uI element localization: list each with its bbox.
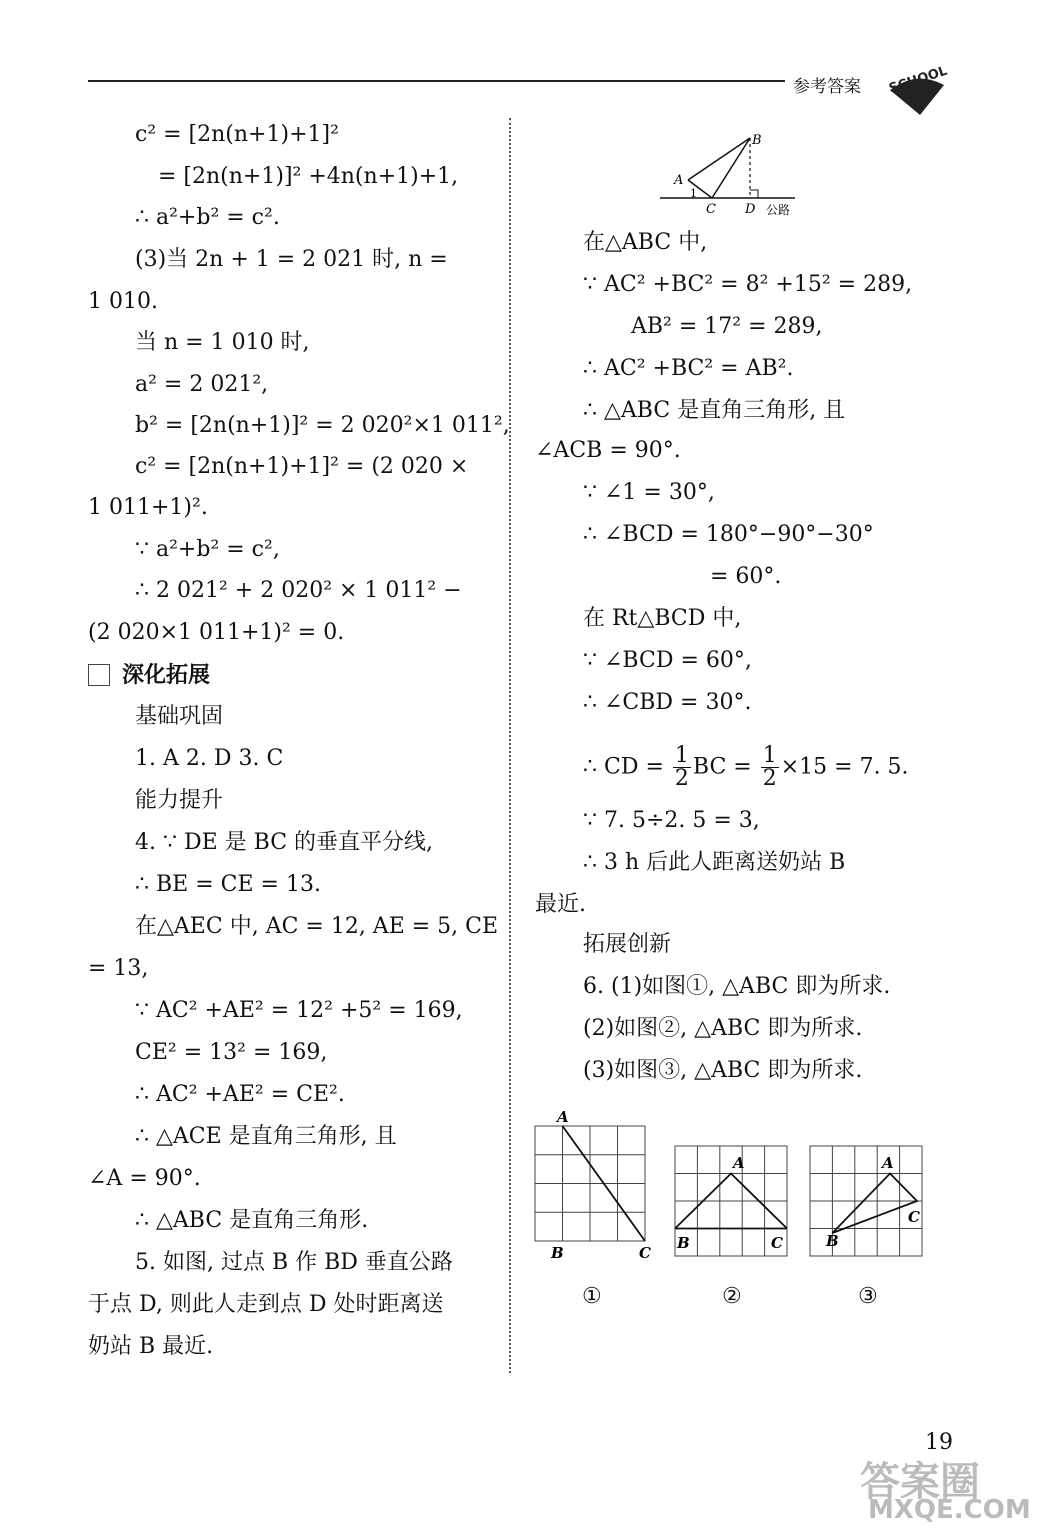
left2-line-6: 在△AEC 中, AC = 12, AE = 5, CE <box>135 914 499 939</box>
left2-line-8: ∵ AC² +AE² = 12² +5² = 169, <box>135 998 463 1023</box>
left2-line-9: CE² = 13² = 169, <box>135 1040 328 1065</box>
section-marker-icon <box>88 664 110 686</box>
grid3-label-b: B <box>826 1232 839 1250</box>
fraction-half-1: $\frac{1}{2}$ <box>674 743 689 791</box>
left-line-9: c² = [2n(n+1)+1]² = (2 020 × <box>135 454 469 479</box>
fig-label-angle1: 1 <box>690 187 697 200</box>
right-line-6: ∠ACB = 90°. <box>535 438 681 463</box>
grid3-label-a: A <box>882 1154 894 1172</box>
cd-formula <box>583 745 909 790</box>
fig-label-a: A <box>674 173 684 188</box>
right-line-11: ∵ ∠BCD = 60°, <box>583 648 752 673</box>
left-line-5: 1 010. <box>88 289 158 314</box>
grid1-label-c: C <box>639 1244 651 1262</box>
right-line-20: (3)如图③, △ABC 即为所求. <box>583 1058 863 1083</box>
grid1-label-b: B <box>551 1244 564 1262</box>
school-logo-icon <box>882 60 952 120</box>
left2-line-14: 5. 如图, 过点 B 作 BD 垂直公路 <box>135 1250 453 1275</box>
right-line-17: 拓展创新 <box>583 932 672 957</box>
grid-figure-3 <box>800 1136 940 1266</box>
left-line-4: (3)当 2n + 1 = 2 021 时, n = <box>135 247 448 272</box>
caption-fig-1: ① <box>582 1284 602 1309</box>
logo-text: SCHOOL <box>887 63 950 97</box>
caption-fig-3: ③ <box>858 1284 878 1309</box>
right-line-9: = 60°. <box>710 564 782 589</box>
right-line-16: 最近. <box>535 892 586 917</box>
grid2-label-a: A <box>733 1154 745 1172</box>
left2-line-4: 4. ∵ DE 是 BC 的垂直平分线, <box>135 830 434 855</box>
fig-label-c: C <box>706 202 716 217</box>
left-line-10: 1 011+1)². <box>88 495 208 520</box>
watermark-url: MXQE.COM <box>868 1495 1031 1525</box>
grid-figure-1 <box>525 1106 665 1266</box>
column-divider <box>509 118 511 1373</box>
left-line-7: a² = 2 021², <box>135 372 269 397</box>
header-rule <box>88 80 785 82</box>
grid2-label-b: B <box>677 1234 690 1252</box>
grid3-label-c: C <box>908 1208 920 1226</box>
left2-line-3: 能力提升 <box>135 788 224 813</box>
right-line-10: 在 Rt△BCD 中, <box>583 606 742 631</box>
left-line-13: (2 020×1 011+1)² = 0. <box>88 620 345 645</box>
cd-mid2: ×15 = 7. 5. <box>780 754 909 780</box>
right-line-12: ∴ ∠CBD = 30°. <box>583 690 752 715</box>
road-triangle-figure <box>660 128 830 220</box>
left2-line-1: 基础巩固 <box>135 704 224 729</box>
left2-line-11: ∴ △ACE 是直角三角形, 且 <box>135 1124 397 1149</box>
right-line-18: 6. (1)如图①, △ABC 即为所求. <box>583 974 891 999</box>
caption-fig-2: ② <box>722 1284 742 1309</box>
left2-line-13: ∴ △ABC 是直角三角形. <box>135 1208 369 1233</box>
left-line-6: 当 n = 1 010 时, <box>135 330 310 355</box>
header-title: 参考答案 <box>793 77 861 97</box>
section-title: 深化拓展 <box>122 662 211 688</box>
left-line-8: b² = [2n(n+1)]² = 2 020²×1 011², <box>135 413 510 438</box>
left-line-3: ∴ a²+b² = c². <box>135 205 280 230</box>
left-line-1: c² = [2n(n+1)+1]² <box>135 122 339 147</box>
left-line-2: = [2n(n+1)]² +4n(n+1)+1, <box>158 164 459 189</box>
right-line-19: (2)如图②, △ABC 即为所求. <box>583 1016 863 1041</box>
right-line-1: 在△ABC 中, <box>583 230 708 255</box>
fraction-half-2: $\frac{1}{2}$ <box>762 743 777 791</box>
left2-line-10: ∴ AC² +AE² = CE². <box>135 1082 345 1107</box>
left2-line-16: 奶站 B 最近. <box>88 1334 214 1359</box>
fig-label-b: B <box>752 133 762 148</box>
right-line-3: AB² = 17² = 289, <box>631 314 823 339</box>
right-line-5: ∴ △ABC 是直角三角形, 且 <box>583 398 846 423</box>
grid2-label-c: C <box>771 1234 783 1252</box>
right-line-15: ∴ 3 h 后此人距离送奶站 B <box>583 850 846 875</box>
right-line-14: ∵ 7. 5÷2. 5 = 3, <box>583 808 760 833</box>
grid-figure-2 <box>665 1136 805 1266</box>
right-line-2: ∵ AC² +BC² = 8² +15² = 289, <box>583 272 913 297</box>
page-number: 19 <box>925 1430 953 1455</box>
cd-mid1: BC = <box>692 754 759 780</box>
right-line-8: ∴ ∠BCD = 180°−90°−30° <box>583 522 874 547</box>
left2-line-12: ∠A = 90°. <box>88 1166 201 1191</box>
left2-line-5: ∴ BE = CE = 13. <box>135 872 321 897</box>
grid1-label-a: A <box>557 1108 569 1126</box>
left2-line-15: 于点 D, 则此人走到点 D 处时距离送 <box>88 1292 444 1317</box>
left-line-12: ∴ 2 021² + 2 020² × 1 011² − <box>135 578 462 603</box>
fig-label-road: 公路 <box>766 203 791 217</box>
left2-line-2: 1. A 2. D 3. C <box>135 746 284 771</box>
left2-line-7: = 13, <box>88 956 149 981</box>
fig-label-d: D <box>745 202 756 217</box>
right-line-4: ∴ AC² +BC² = AB². <box>583 356 794 381</box>
watermark-text: 答案圈 <box>860 1459 980 1505</box>
right-line-7: ∵ ∠1 = 30°, <box>583 480 715 505</box>
cd-prefix: ∴ CD = <box>583 754 671 780</box>
left-line-11: ∵ a²+b² = c², <box>135 537 280 562</box>
